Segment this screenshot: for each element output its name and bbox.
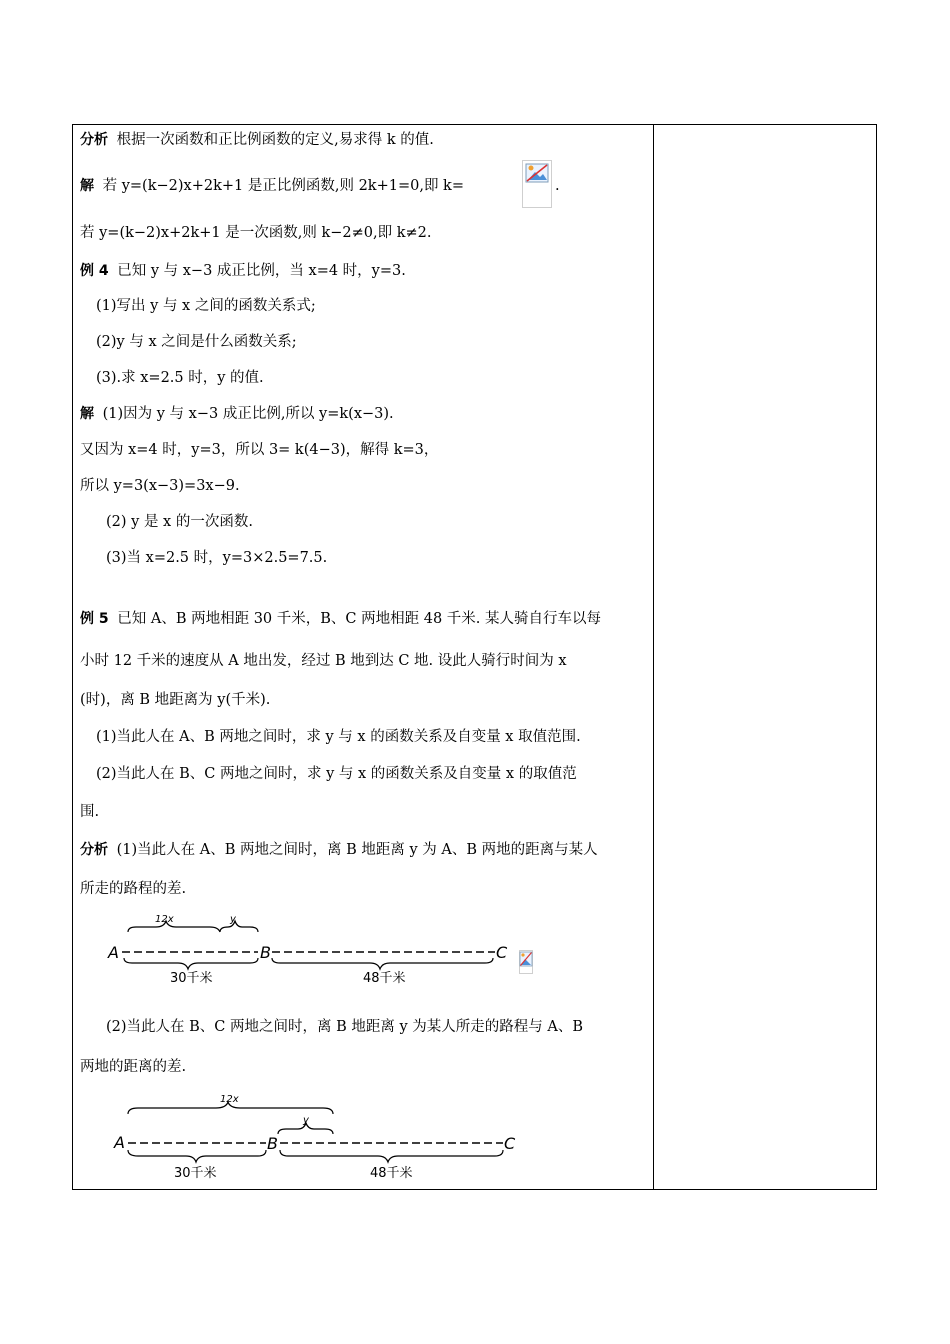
example4-solution-line-4: (2) y 是 x 的一次函数. (106, 514, 253, 530)
distance-diagram-1 (100, 910, 540, 990)
point-c-1: C (496, 943, 508, 962)
brace-12x-1 (128, 921, 220, 932)
solution-end-period: . (555, 178, 560, 194)
label-12x-2: 12x (220, 1094, 239, 1105)
point-b-2: B (267, 1134, 278, 1153)
label-y-1: y (230, 914, 236, 925)
solution-label-2: 解 (80, 406, 94, 422)
example4-q3: (3).求 x=2.5 时，y 的值. (96, 370, 264, 386)
example4-q1: (1)写出 y 与 x 之间的函数关系式; (96, 298, 316, 314)
solution-text-1: 若 y=(k−2)x+2k+1 是正比例函数,则 2k+1=0,即 k= (102, 178, 464, 194)
label-y-2: y (303, 1115, 309, 1126)
analysis-line-1 (80, 130, 434, 150)
example4-solution-line-2: 又因为 x=4 时，y=3，所以 3= k(4−3)，解得 k=3， (80, 442, 439, 458)
example4-line (80, 261, 406, 281)
point-c-2: C (504, 1134, 516, 1153)
example5-analysis-line-1 (80, 840, 598, 860)
solution-line-1 (80, 176, 464, 196)
label-48km-1: 48千米 (363, 971, 406, 986)
point-a-1: A (108, 943, 119, 962)
label-48km-2: 48千米 (370, 1166, 413, 1181)
label-30km-1: 30千米 (170, 971, 213, 986)
example5-q2: (2)当此人在 B、C 两地之间时，求 y 与 x 的函数关系及自变量 x 的取值范 (96, 766, 577, 782)
example5-analysis-line-4: 两地的距离的差. (80, 1059, 187, 1075)
example5-analysis-text-1: (1)当此人在 A、B 两地之间时，离 B 地距离 y 为 A、B 两地的距离与某人 (116, 842, 598, 858)
example5-analysis-line-3: (2)当此人在 B、C 两地之间时，离 B 地距离 y 为某人所走的路程与 A、B (106, 1019, 584, 1035)
point-a-2: A (114, 1133, 125, 1152)
broken-image-icon (522, 160, 552, 208)
solution-label: 解 (80, 178, 94, 194)
example5-analysis-line-2: 所走的路程的差. (80, 881, 187, 897)
example5-line-2: 小时 12 千米的速度从 A 地出发，经过 B 地到达 C 地. 设此人骑行时间为 x (80, 653, 567, 669)
brace-48km-2 (280, 1150, 503, 1162)
example4-solution-line-5: (3)当 x=2.5 时，y=3×2.5=7.5. (106, 550, 328, 566)
analysis-label: 分析 (80, 132, 108, 148)
example4-solution-line-3: 所以 y=3(x−3)=3x−9. (80, 478, 240, 494)
brace-48km-1 (272, 958, 493, 969)
label-30km-2: 30千米 (174, 1166, 217, 1181)
broken-image-icon-2 (519, 950, 533, 974)
label-12x-1: 12x (155, 914, 174, 925)
brace-y-1 (220, 921, 258, 932)
example5-q1: (1)当此人在 A、B 两地之间时，求 y 与 x 的函数关系及自变量 x 取值范围. (96, 729, 581, 745)
analysis-label-2: 分析 (80, 842, 108, 858)
brace-30km-1 (124, 958, 258, 969)
example4-label: 例 4 (80, 263, 109, 279)
example5-text-1: 已知 A、B 两地相距 30 千米，B、C 两地相距 48 千米. 某人骑自行车以每 (117, 611, 601, 627)
brace-30km-2 (128, 1150, 266, 1162)
example5-label: 例 5 (80, 611, 109, 627)
example5-line-1 (80, 609, 601, 629)
example5-line-3: (时)，离 B 地距离为 y(千米). (80, 692, 271, 708)
solution-line-2: 若 y=(k−2)x+2k+1 是一次函数,则 k−2≠0,即 k≠2. (80, 225, 432, 241)
analysis-text: 根据一次函数和正比例函数的定义,易求得 k 的值. (116, 132, 434, 148)
point-b-1: B (260, 943, 271, 962)
example4-q2: (2)y 与 x 之间是什么函数关系; (96, 334, 297, 350)
distance-diagram-2 (108, 1092, 528, 1187)
example4-solution-text-1: (1)因为 y 与 x−3 成正比例,所以 y=k(x−3). (102, 406, 394, 422)
example4-solution-line-1 (80, 404, 394, 424)
example5-q2-cont: 围. (80, 804, 100, 820)
column-divider (653, 124, 654, 1190)
example4-text: 已知 y 与 x−3 成正比例，当 x=4 时，y=3. (117, 263, 406, 279)
